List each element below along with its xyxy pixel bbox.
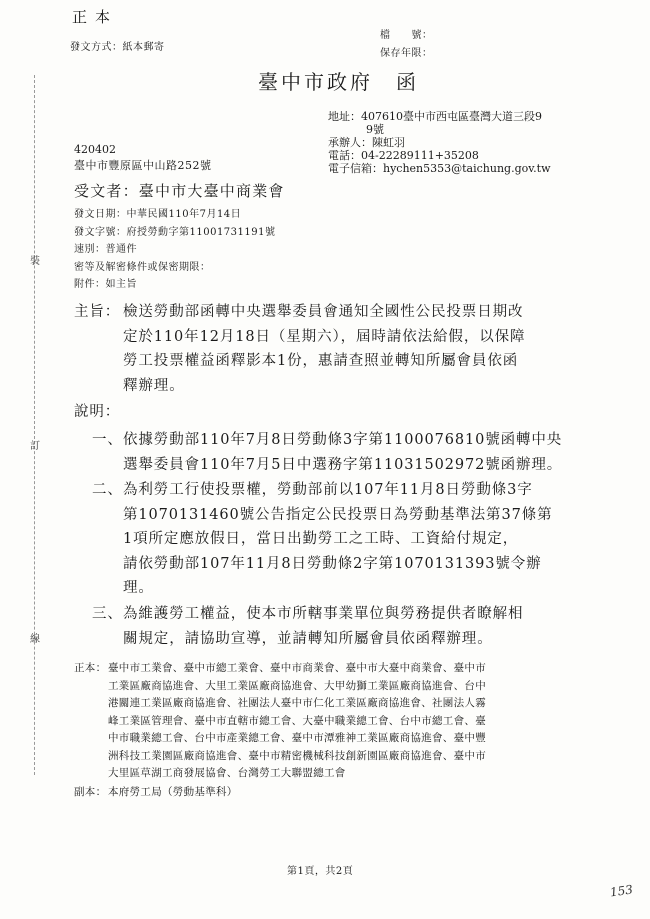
binding-mark-2: 訂 — [30, 441, 40, 452]
recipients-line: 峰工業區管理會、臺中市直轄市總工會、大臺中職業總工會、台中市總工會、臺 — [108, 714, 486, 727]
explanation-item — [123, 602, 523, 651]
subject-line: 釋辦理。 — [123, 377, 185, 394]
explanation-item-num: 三、 — [92, 606, 123, 622]
sender-address-cont: 9號 — [366, 123, 384, 136]
recipients-line: 港關連工業區廠商協進會、社團法人臺中市仁化工業區廠商協進會、社團法人霧 — [108, 697, 486, 709]
explanation-label: 說明： — [74, 404, 121, 420]
explanation-item — [123, 478, 553, 601]
recipients-line: 大里區草湖工商發展協會、台灣勞工大聯盟總工會 — [108, 767, 346, 779]
subject-line: 檢送勞動部函轉中央選舉委員會通知全國性公民投票日期改 — [123, 304, 524, 320]
binding-line — [34, 75, 35, 775]
subject-line: 定於110年12月18日（星期六），屆時請依法給假，以保障 — [123, 328, 526, 345]
explanation-line: 第1070131460號公告指定公民投票日為勞動基準法第37條第 — [123, 506, 553, 523]
recipients-label: 正本： — [74, 662, 107, 674]
postal-code: 420402 — [74, 143, 116, 156]
document-number: 發文字號：府授勞動字第11001731191號 — [74, 226, 276, 238]
page-number: 第1頁，共2頁 — [287, 866, 354, 877]
binding-mark-3: 線 — [30, 634, 40, 645]
document-meta — [74, 206, 276, 294]
recipients-line: 洲科技工業園區廠商協進會、臺中市精密機械科技創新園區廠商協進會、臺中市 — [108, 749, 486, 762]
send-method: 發文方式：紙本郵寄 — [70, 42, 165, 53]
contact-person: 承辦人：陳虹羽 — [328, 136, 405, 149]
copy-recipients: 本府勞工局（勞動基準科） — [108, 786, 238, 798]
sender-address: 地址：407610臺中市西屯區臺灣大道三段9 — [328, 110, 542, 123]
explanation-line: 依據勞動部110年7月8日勞動條3字第1100076810號函轉中央 — [123, 432, 563, 448]
binding-mark-1: 裝 — [30, 256, 40, 267]
document-title: 臺中市政府 函 — [258, 70, 419, 94]
attachment: 附件：如主旨 — [74, 279, 137, 290]
handwritten-page-mark: 153 — [609, 882, 634, 900]
explanation-line: 為利勞工行使投票權，勞動部前以107年11月8日勞動條3字 — [123, 482, 533, 498]
copy-type-label: 正本 — [72, 8, 119, 26]
subject-line: 勞工投票權益函釋影本1份，惠請查照並轉知所屬會員依函 — [123, 353, 519, 369]
security-level: 密等及解密條件或保密期限： — [74, 261, 211, 273]
addressee: 受文者：臺中市大臺中商業會 — [74, 182, 285, 200]
explanation-line: 關規定，請協助宣導，並請轉知所屬會員依函釋辦理。 — [123, 630, 493, 647]
explanation-line: 為維護勞工權益，使本市所轄事業單位與勞務提供者瞭解相 — [123, 606, 524, 622]
delivery-speed: 速別：普通件 — [74, 244, 137, 255]
subject-label: 主旨： — [74, 304, 121, 320]
explanation-line: 請依勞動部107年11月8日勞動條2字第1070131393號令辦 — [123, 555, 542, 572]
file-number-label: 檔 號： — [380, 30, 433, 41]
recipient-address: 臺中市豐原區中山路252號 — [74, 159, 212, 172]
explanation-line: 選舉委員會110年7月5日中選務字第11031502972號函辦理。 — [123, 456, 563, 473]
subject-body — [123, 300, 525, 398]
recipients-line: 臺中市工業會、臺中市總工業會、臺中市商業會、臺中市大臺中商業會、臺中市 — [108, 662, 486, 674]
explanation-line: 1項所定應放假日，當日出勤勞工之工時、工資給付規定， — [123, 531, 519, 547]
recipients-list — [108, 660, 486, 783]
explanation-line: 理。 — [123, 580, 154, 596]
explanation-item-num: 一、 — [92, 432, 123, 448]
explanation-item — [123, 428, 562, 477]
explanation-item-num: 二、 — [92, 482, 123, 498]
contact-phone: 電話：04-22289111+35208 — [328, 149, 479, 162]
contact-email: 電子信箱：hychen5353@taichung.gov.tw — [328, 162, 551, 175]
sender-info — [328, 110, 551, 175]
retention-label: 保存年限： — [380, 48, 433, 59]
issue-date: 發文日期：中華民國110年7月14日 — [74, 209, 242, 220]
recipients-line: 工業區廠商協進會、大里工業區廠商協進會、大甲幼獅工業區廠商協進會、台中 — [108, 679, 486, 692]
copy-recipients-label: 副本： — [74, 786, 107, 798]
recipients-line: 中市職業總工會、台中市產業總工會、臺中市潭雅神工業區廠商協進會、臺中豐 — [108, 732, 486, 744]
